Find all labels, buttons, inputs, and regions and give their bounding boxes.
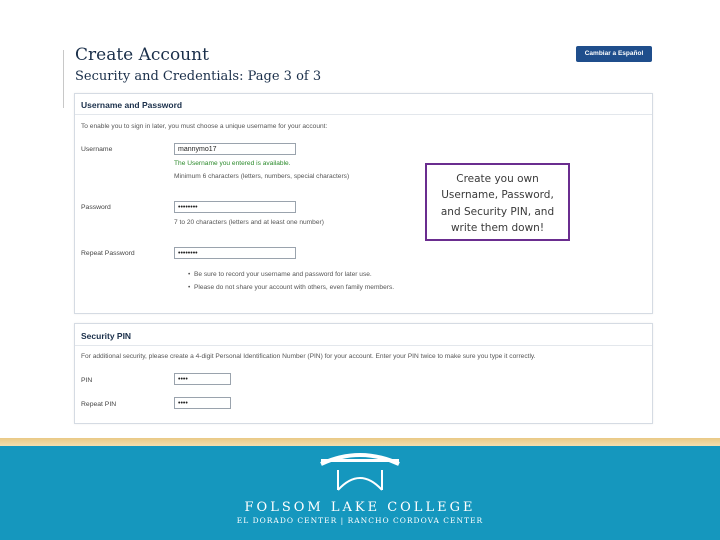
- note-text: Be sure to record your username and password for later use.: [193, 271, 372, 278]
- left-divider: [63, 50, 64, 108]
- repeat-pin-input[interactable]: ••••: [174, 397, 231, 409]
- pin-input[interactable]: ••••: [174, 373, 231, 385]
- username-hint: Minimum 6 characters (letters, numbers, special characters): [174, 173, 350, 180]
- note-item: • Be sure to record your username and password for later use.: [188, 271, 372, 278]
- instruction-callout: [425, 163, 570, 241]
- footer-accent-bar: [0, 438, 720, 446]
- repeat-password-label: Repeat Password: [81, 250, 135, 257]
- pin-label: PIN: [81, 377, 93, 384]
- language-toggle-button[interactable]: Cambiar a Español: [576, 46, 652, 62]
- pin-divider: [75, 345, 652, 346]
- page-title: Create Account: [75, 45, 209, 65]
- callout-line: write them down!: [450, 221, 545, 234]
- credentials-divider: [75, 114, 652, 115]
- username-label: Username: [81, 146, 113, 153]
- note-text: Please do not share your account with others, even family members.: [193, 284, 395, 291]
- password-label: Password: [81, 204, 111, 211]
- credentials-intro: To enable you to sign in later, you must choose a unique username for your account:: [81, 123, 328, 130]
- callout-line: Username, Password,: [441, 189, 554, 202]
- note-item: • Please do not share your account with others, even family members.: [188, 284, 395, 291]
- college-centers: EL DORADO CENTER | RANCHO CORDOVA CENTER: [236, 516, 484, 525]
- college-logo-icon: [0, 446, 720, 496]
- pin-intro: For additional security, please create a 4-digit Personal Identification Number (PIN) for your account. Enter your PIN twice to make sure you type it correctly.: [81, 353, 536, 360]
- repeat-password-input[interactable]: ••••••••: [174, 247, 296, 259]
- repeat-pin-label: Repeat PIN: [81, 401, 117, 408]
- username-available-status: The Username you entered is available.: [174, 160, 291, 167]
- college-footer: [0, 446, 720, 540]
- password-input[interactable]: ••••••••: [174, 201, 296, 213]
- security-pin-panel: [74, 323, 653, 424]
- callout-line: Create you own: [456, 173, 539, 185]
- password-hint: 7 to 20 characters (letters and at least one number): [174, 219, 324, 226]
- username-input[interactable]: mannymo17: [174, 143, 296, 155]
- callout-line: and Security PIN, and: [440, 205, 555, 218]
- college-name: FOLSOM LAKE COLLEGE: [244, 500, 476, 515]
- pin-heading: Security PIN: [81, 331, 132, 341]
- credentials-heading: Username and Password: [81, 100, 183, 110]
- page-subtitle: Security and Credentials: Page 3 of 3: [75, 69, 322, 84]
